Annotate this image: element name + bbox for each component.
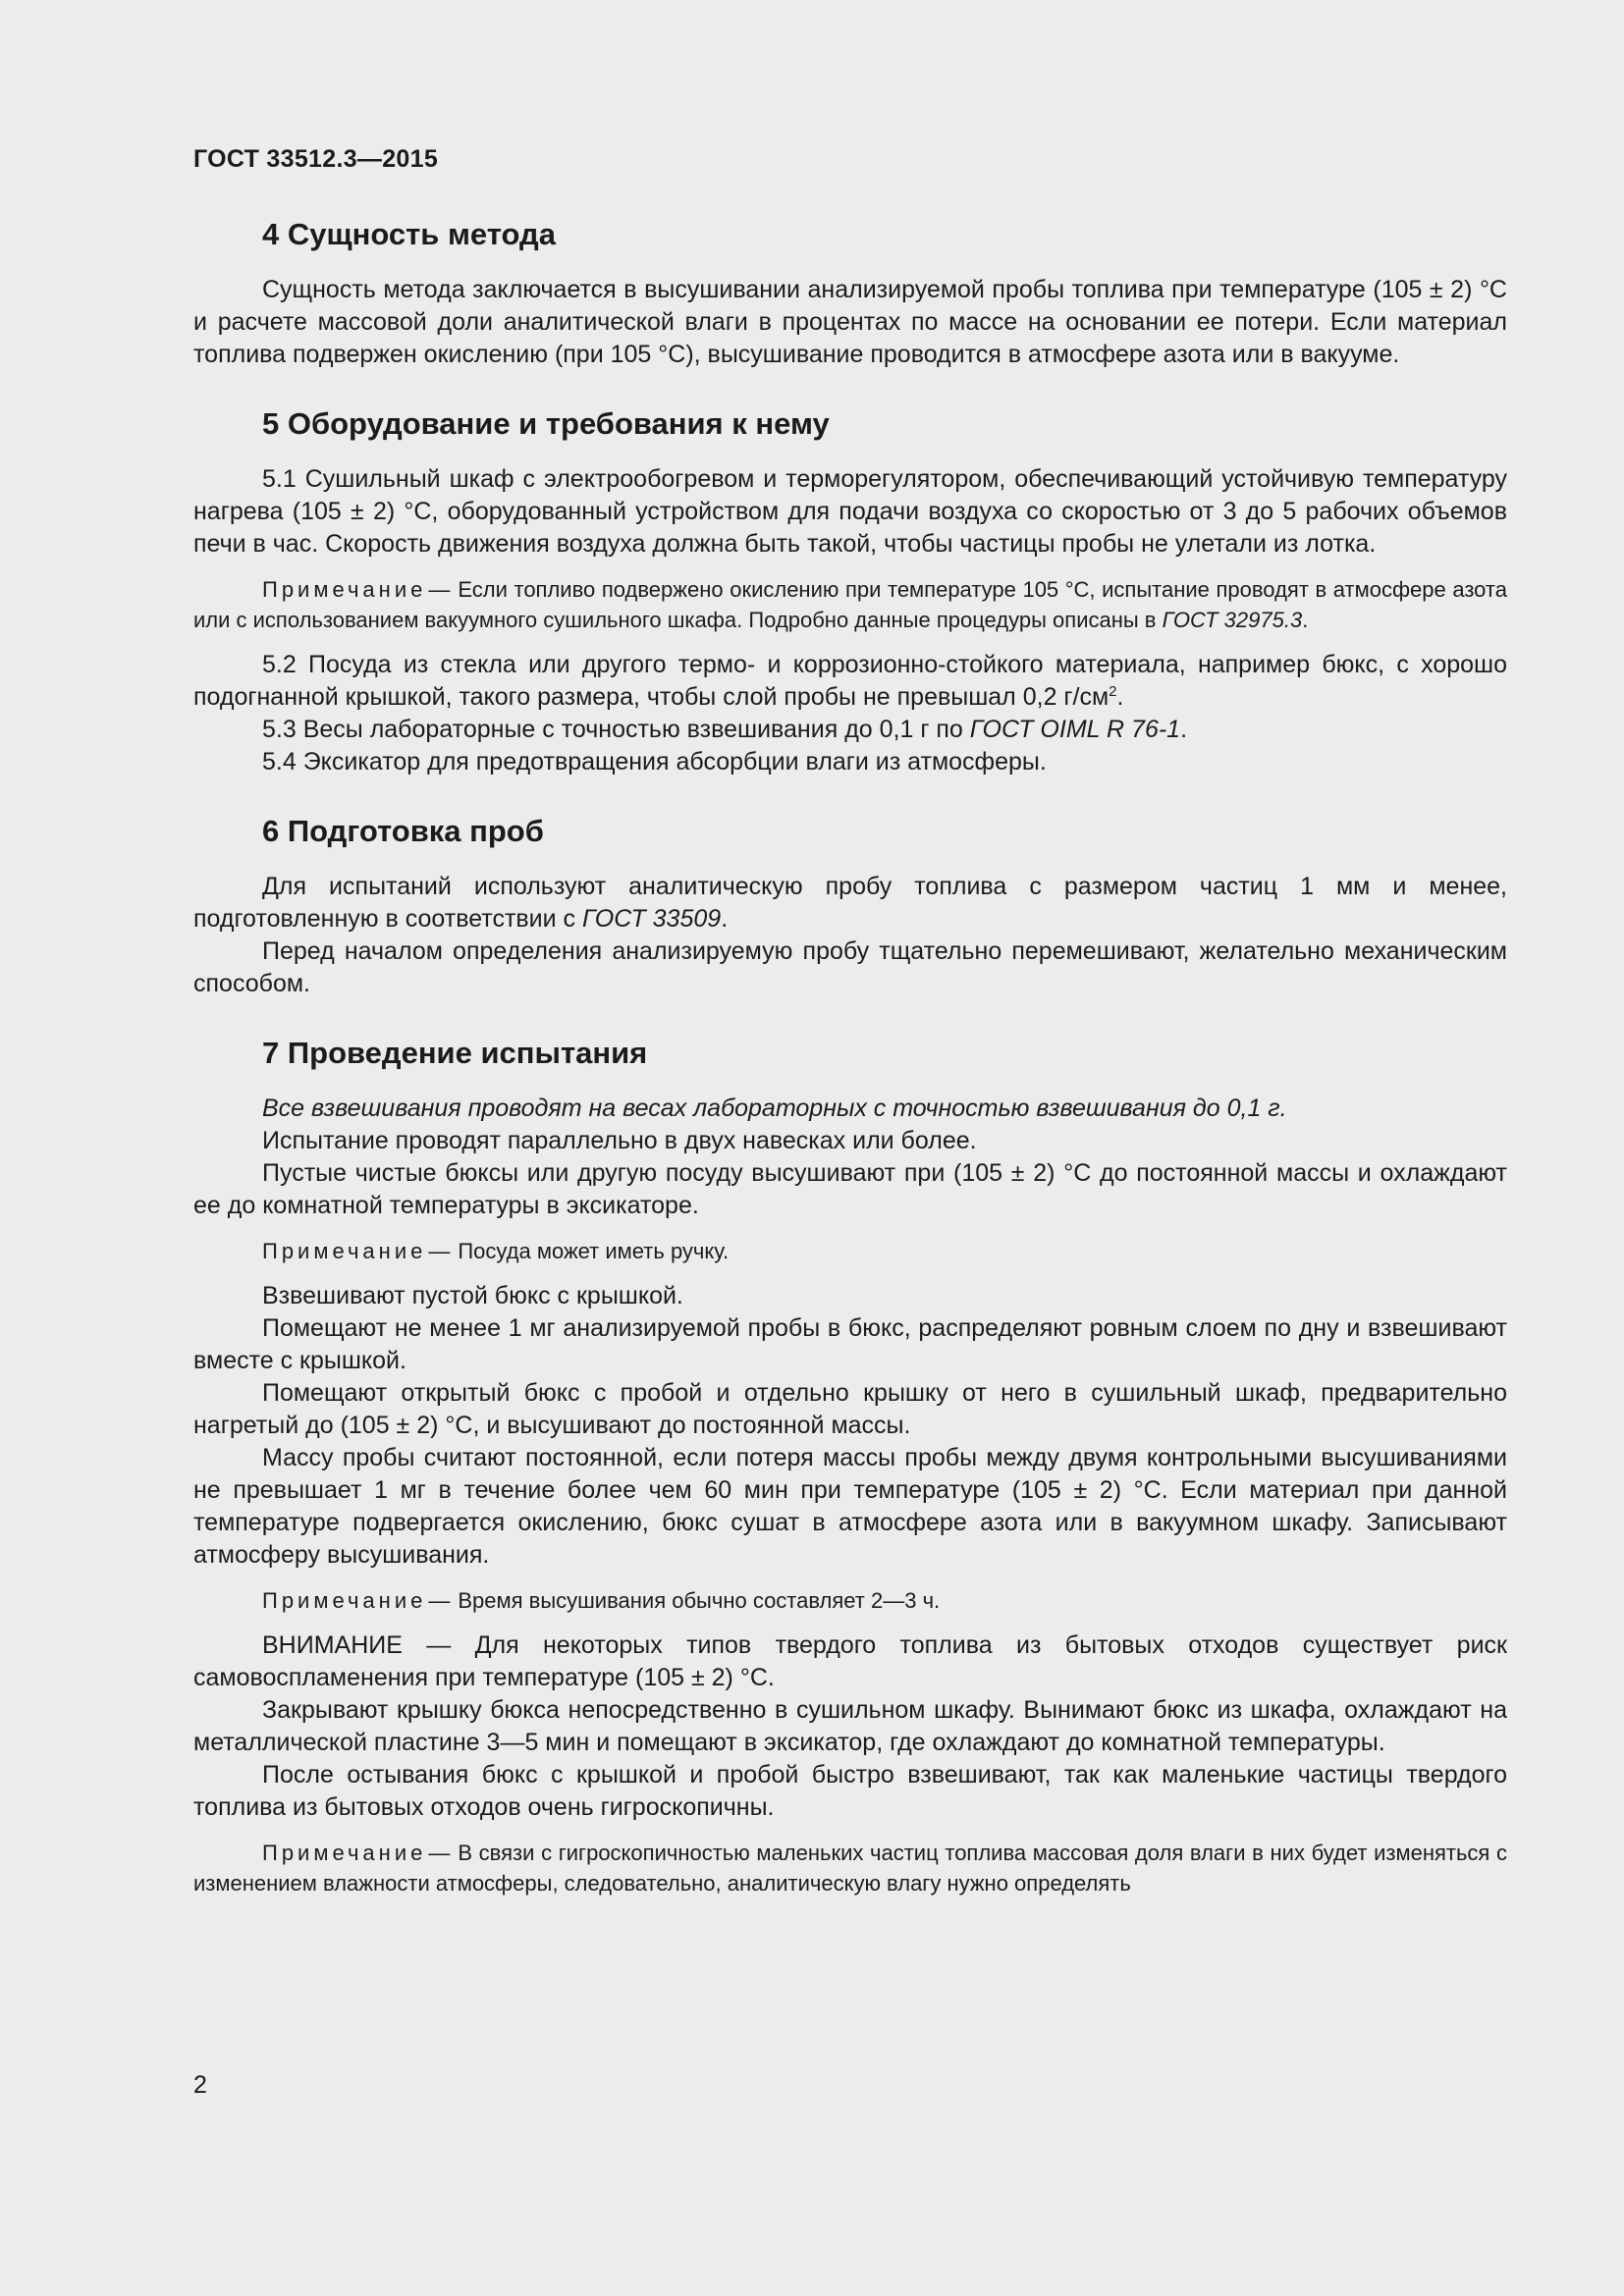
document-page	[193, 145, 1507, 1898]
section-4-title: 4 Сущность метода	[262, 217, 556, 251]
note-label: Примечание	[262, 1239, 427, 1263]
section-7-paragraph-2: Испытание проводят параллельно в двух навесках или более.	[262, 1127, 977, 1154]
section-6-p1-text: Для испытаний используют аналитическую пробу топлива с размером частиц 1 мм и менее, подготовленную в соответствии с	[193, 873, 1507, 933]
section-5-3-end: .	[1180, 716, 1188, 743]
note-text: Если топливо подвержено окислению при температуре 105 °С, испытание проводят в атмосфере азота или с использованием вакуумного сушильного шкафа. Подробно данные процедуры описаны в	[193, 577, 1507, 632]
section-7-note-2	[193, 1585, 1507, 1616]
note-dash: —	[428, 1588, 451, 1613]
section-7-p1-italic: Все взвешивания проводят на весах лабораторных с точностью взвешивания до 0,1 г.	[262, 1095, 1287, 1122]
section-7-note-3	[193, 1838, 1507, 1898]
standard-code: ГОСТ 33512.3—2015	[193, 145, 439, 173]
warning-paragraph: ВНИМАНИЕ — Для некоторых типов твердого топлива из бытовых отходов существует риск самовоспламенения при температуре (105 ± 2) °С.	[193, 1631, 1507, 1691]
section-5-note	[193, 574, 1507, 635]
section-5-1-paragraph: 5.1 Сушильный шкаф с электрообогревом и терморегулятором, обеспечивающий устойчивую температуру нагрева (105 ± 2) °С, оборудованный устройством для подачи воздуха со скоростью от 3 до 5 рабочих объемов печи в час. Скорость движения воздуха должна быть такой, чтобы частицы пробы не улетали из лотка.	[193, 465, 1507, 558]
section-7-title: 7 Проведение испытания	[262, 1036, 648, 1070]
section-5-3-paragraph	[193, 714, 1507, 746]
note-label: Примечание	[262, 1588, 427, 1613]
section-5-3-reference: ГОСТ OIML R 76-1	[969, 716, 1181, 743]
note-label: Примечание	[262, 577, 427, 602]
section-7-paragraph-4: Взвешивают пустой бюкс с крышкой.	[262, 1282, 683, 1309]
section-4-paragraph: Сущность метода заключается в высушивании анализируемой пробы топлива при температуре (105 ± 2) °С и расчете массовой доли аналитической влаги в процентах по массе на основании ее потери. Если материал топлива подвержен окислению (при 105 °С), высушивание проводится в атмосфере азота или в вакууме.	[193, 276, 1507, 368]
section-5-4-paragraph: 5.4 Эксикатор для предотвращения абсорбции влаги из атмосферы.	[262, 748, 1047, 775]
section-5-title: 5 Оборудование и требования к нему	[262, 406, 830, 441]
note-dash: —	[428, 577, 451, 602]
section-7-paragraph-7: Массу пробы считают постоянной, если потеря массы пробы между двумя контрольными высушиваниями не превышает 1 мг в течение более чем 60 мин при температуре (105 ± 2) °С. Если материал при данной температуре подвергается окислению, бюкс сушат в атмосфере азота или в вакуумном шкафу. Записывают атмосферу высушивания.	[193, 1444, 1507, 1569]
section-7-note-1	[193, 1236, 1507, 1266]
note-label: Примечание	[262, 1841, 427, 1865]
section-5-3-text: 5.3 Весы лабораторные с точностью взвешивания до 0,1 г по	[262, 716, 970, 743]
section-7-paragraph-1	[193, 1093, 1507, 1125]
page-number: 2	[193, 2071, 207, 2099]
section-6-p1-end: .	[721, 905, 729, 933]
note-text: В связи с гигроскопичностью маленьких частиц топлива массовая доля влаги в них будет изменяться с изменением влажности атмосферы, следовательно, аналитическую влагу нужно определять	[193, 1841, 1507, 1896]
note-text: Посуда может иметь ручку.	[458, 1239, 730, 1263]
note-reference: ГОСТ 32975.3	[1162, 608, 1303, 632]
section-6-reference: ГОСТ 33509	[582, 905, 722, 933]
section-7-paragraph-9: Закрывают крышку бюкса непосредственно в сушильном шкафу. Вынимают бюкс из шкафа, охлаждают на металлической пластине 3—5 мин и помещают в эксикатор, где охлаждают до комнатной температуры.	[193, 1696, 1507, 1756]
section-5-2-end: .	[1116, 683, 1124, 711]
section-7-paragraph-10: После остывания бюкс с крышкой и пробой быстро взвешивают, так как маленькие частицы твердого топлива из бытовых отходов очень гигроскопичны.	[193, 1761, 1507, 1821]
superscript: 2	[1109, 683, 1117, 700]
section-5-2-paragraph	[193, 649, 1507, 714]
section-5-2-text: 5.2 Посуда из стекла или другого термо- и коррозионно-стойкого материала, например бюкс, с хорошо подогнанной крышкой, такого размера, чтобы слой пробы не превышал 0,2 г/см	[193, 651, 1507, 711]
note-text: Время высушивания обычно составляет 2—3 ч.	[458, 1588, 941, 1613]
section-7-paragraph-6: Помещают открытый бюкс с пробой и отдельно крышку от него в сушильный шкаф, предварительно нагретый до (105 ± 2) °С, и высушивают до постоянной массы.	[193, 1379, 1507, 1439]
section-6-paragraph-2: Перед началом определения анализируемую пробу тщательно перемешивают, желательно механическим способом.	[193, 937, 1507, 997]
note-dash: —	[428, 1841, 451, 1865]
section-6-paragraph-1	[193, 871, 1507, 935]
note-dash: —	[428, 1239, 451, 1263]
section-6-title: 6 Подготовка проб	[262, 814, 544, 848]
section-7-paragraph-5: Помещают не менее 1 мг анализируемой пробы в бюкс, распределяют ровным слоем по дну и взвешивают вместе с крышкой.	[193, 1314, 1507, 1374]
section-7-paragraph-3: Пустые чистые бюксы или другую посуду высушивают при (105 ± 2) °С до постоянной массы и охлаждают ее до комнатной температуры в эксикаторе.	[193, 1159, 1507, 1219]
note-end: .	[1302, 608, 1309, 632]
